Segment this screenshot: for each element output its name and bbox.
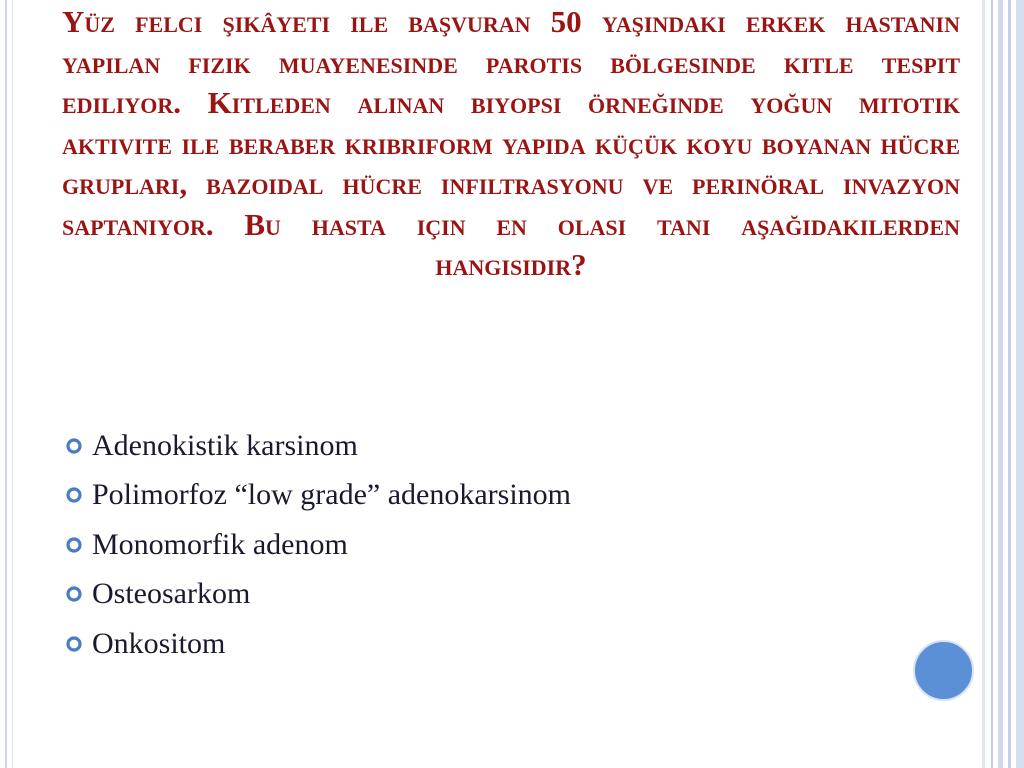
question-line: Kitleden alınan biyopsi örneğinde yoğun mitotik [207, 85, 961, 120]
answer-option-label: Adenokistik karsinom [92, 428, 358, 462]
ring-bullet-icon [64, 634, 84, 654]
answer-options-list [64, 421, 571, 669]
question-text [62, 2, 960, 286]
answer-option[interactable] [64, 520, 571, 570]
answer-option-label: Monomorfik adenom [92, 527, 348, 561]
ring-bullet-icon [64, 485, 84, 505]
ring-bullet-icon [64, 436, 84, 456]
question-line: infiltrasyonu ve perinöral invazyon saptanıyor. [62, 166, 960, 242]
answer-option-label: Osteosarkom [92, 577, 251, 611]
answer-option[interactable] [64, 619, 571, 669]
question-line: Bu hasta için en olası tanı aşağıdakilerden [244, 206, 960, 242]
answer-option[interactable] [64, 471, 571, 521]
ring-bullet-icon [64, 584, 84, 604]
answer-option[interactable] [64, 421, 571, 471]
answer-option-label: Onkositom [92, 626, 226, 660]
question-line: koyu boyanan hücre grupları, bazoidal hücre [62, 125, 961, 201]
question-line: erkek hastanın yapılan fizik muayenesinde [62, 4, 961, 80]
right-border-decoration [982, 0, 1024, 768]
question-line-last: hangisidir? [435, 247, 587, 282]
left-border-line-inner [12, 0, 13, 768]
blue-circle-decoration [913, 640, 974, 701]
ring-bullet-icon [64, 535, 84, 555]
question-line: aktivite ile beraber kribriform yapıda küçük [62, 125, 677, 161]
answer-option-label: Polimorfoz “low grade” adenokarsinom [92, 478, 572, 512]
left-border-line [5, 0, 7, 768]
answer-option[interactable] [64, 570, 571, 620]
question-line: Yüz felci şikâyeti ile başvuran 50 yaşındaki [62, 4, 726, 39]
question-line: parotis bölgesinde kitle tespit ediliyor. [62, 44, 960, 120]
